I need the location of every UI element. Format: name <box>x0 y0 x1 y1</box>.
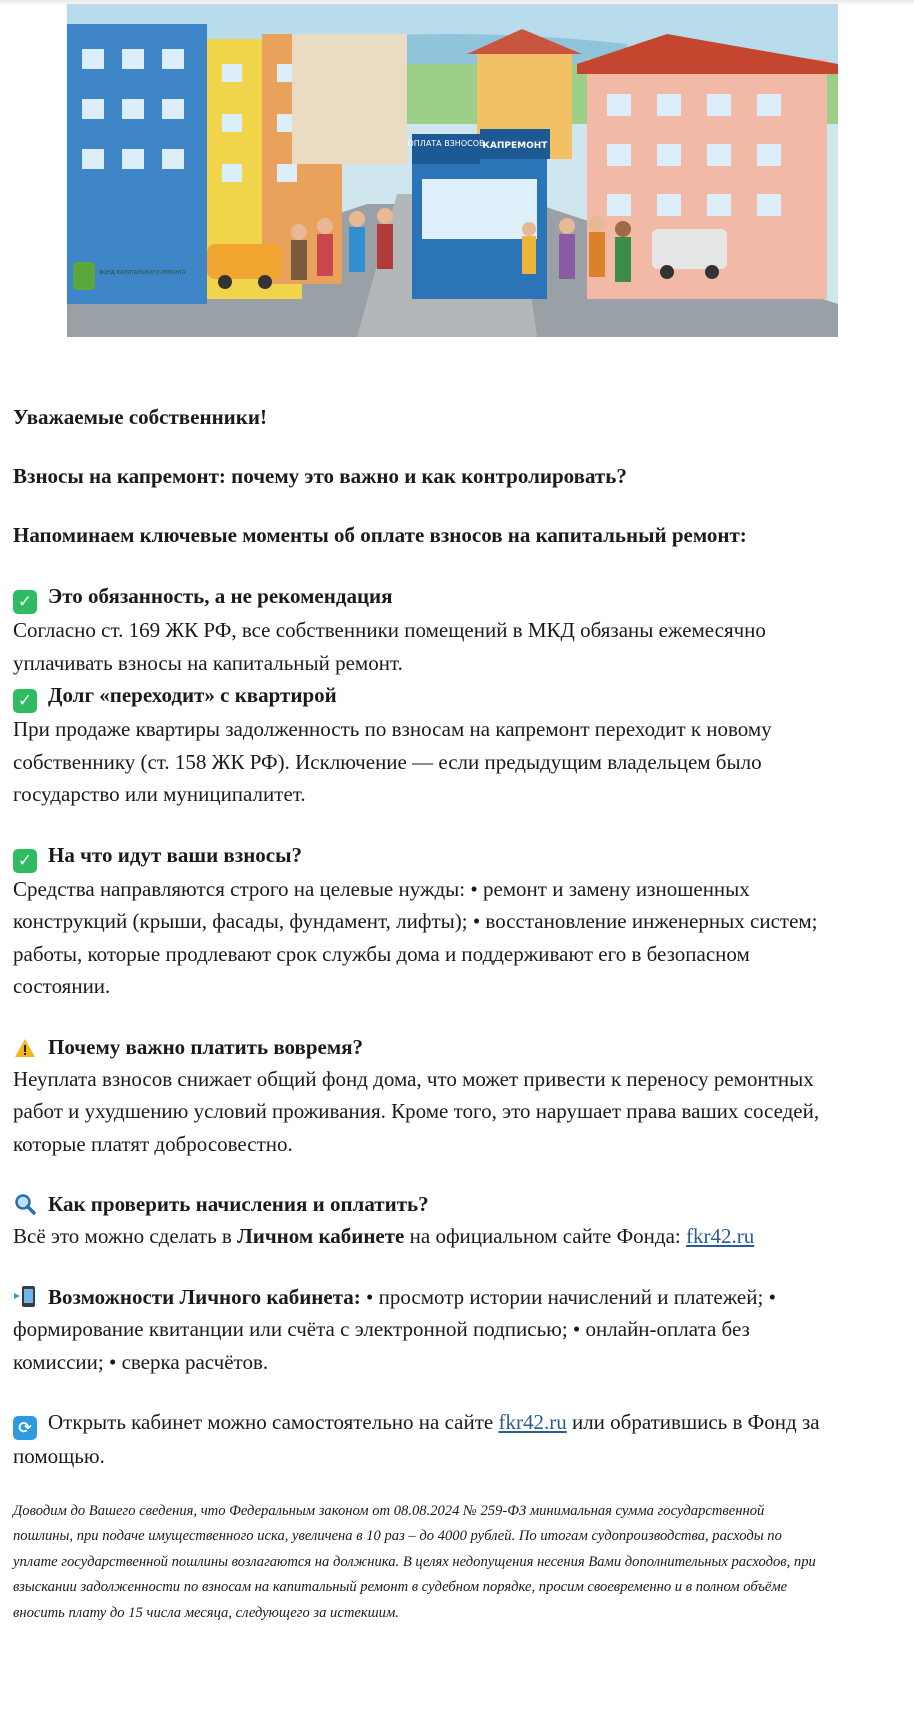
section-check-charges <box>13 1188 913 1253</box>
section-open-account: ⟳ Открыть кабинет можно самостоятельно на сайте fkr42.ru или обратившись в Фонд за помощью. <box>13 1406 913 1473</box>
personal-account-bold: Личном кабинете <box>237 1224 405 1248</box>
mobile-phone-icon <box>13 1284 37 1308</box>
footnote-line: Доводим до Вашего сведения, что Федеральным законом от 08.08.2024 № 259-ФЗ минимальная сумма государственной <box>13 1502 765 1519</box>
section-line: помощью. <box>13 1444 105 1468</box>
section-line: работы, которые продлевают срок службы дома и поддерживают его в безопасном <box>13 941 750 966</box>
check-mark-icon: ✓ <box>13 689 37 713</box>
section-heading: Это обязанность, а не рекомендация <box>48 584 393 608</box>
refresh-arrows-icon: ⟳ <box>13 1416 37 1440</box>
booth-sign-left: ОПЛАТА ВЗНОСОВ <box>407 139 485 148</box>
footnote-line: уплате государственной пошлины возлагаются на должника. В целях недопущения несения Вами дополнительных расходов, при <box>13 1553 816 1570</box>
section-line: комиссии; • сверка расчётов. <box>13 1349 269 1374</box>
section-heading: Как проверить начисления и оплатить? <box>48 1192 429 1216</box>
footnote <box>13 1499 913 1627</box>
section-line: уплачивать взносы на капитальный ремонт. <box>13 650 403 675</box>
fkr42-link[interactable]: fkr42.ru <box>686 1224 755 1248</box>
section-heading: Почему важно платить вовремя? <box>48 1034 364 1059</box>
section-heading: Возможности Личного кабинета: <box>48 1284 361 1309</box>
section-heading: Долг «переходит» с квартирой <box>48 683 337 707</box>
header-illustration <box>67 4 838 337</box>
section-purpose <box>13 839 913 1003</box>
section-line: конструкций (крыши, фасады, фундамент, лифты); • восстановление инженерных систем; <box>13 909 818 933</box>
section-line: При продаже квартиры задолженность по взносам на капремонт переходит к новому <box>13 717 772 741</box>
section-line: Средства направляются строго на целевые нужды: • ремонт и замену изношенных <box>13 876 750 901</box>
intro-text: Напоминаем ключевые моменты об оплате взносов на капитальный ремонт: <box>13 523 747 547</box>
section-line: Неуплата взносов снижает общий фонд дома, что может привести к переносу ремонтных <box>13 1066 814 1091</box>
section-line: государство или муниципалитет. <box>13 782 306 806</box>
warning-icon <box>13 1038 37 1062</box>
greeting: Уважаемые собственники! <box>13 405 267 429</box>
section-line: которые платят добросовестно. <box>13 1131 293 1156</box>
booth-sign-right: КАПРЕМОНТ <box>482 141 548 151</box>
section-account-features: Возможности Личного кабинета: • просмотр истории начислений и платежей; • формирование квитанции или счёта с электронной подписью; • онлайн-оплата без комиссии; • сверка расчётов. <box>13 1281 913 1379</box>
section-heading: На что идут ваши взносы? <box>48 842 303 867</box>
check-mark-icon: ✓ <box>13 849 37 873</box>
section-line: работ и ухудшению условий проживания. Кроме того, это нарушает права ваших соседей, <box>13 1099 820 1123</box>
notice-title: Взносы на капремонт: почему это важно и как контролировать? <box>13 464 627 488</box>
section-line: состоянии. <box>13 974 111 998</box>
section-line: Всё это можно сделать в Личном кабинете на официальном сайте Фонда: fkr42.ru <box>13 1224 755 1248</box>
section-line: формирование квитанции или счёта с электронной подписью; • онлайн-оплата без <box>13 1317 750 1341</box>
magnifier-icon <box>13 1193 37 1217</box>
notice-content <box>13 401 913 1626</box>
section-obligation <box>13 580 913 679</box>
section-line: Согласно ст. 169 ЖК РФ, все собственники помещений в МКД обязаны ежемесячно <box>13 618 766 642</box>
footnote-line: пошлины, при подаче имущественного иска, увеличена в 10 раз – до 4000 рублей. По итогам судопроизводства, расходы по <box>13 1528 782 1544</box>
check-mark-icon: ✓ <box>13 590 37 614</box>
section-debt <box>13 679 913 811</box>
footnote-line: взыскании задолженности по взносам на капитальный ремонт в судебном порядке, просим своевременно и в полном объёме <box>13 1579 788 1595</box>
logo-text: ФОНД КАПИТАЛЬНОГО РЕМОНТА <box>99 270 186 276</box>
section-line: собственнику (ст. 158 ЖК РФ). Исключение — если предыдущим владельцем было <box>13 749 762 774</box>
section-timely-payment <box>13 1031 913 1161</box>
footnote-line: вносить плату до 15 числа месяца, следующего за истекшим. <box>13 1604 399 1621</box>
fkr42-link[interactable]: fkr42.ru <box>498 1410 567 1434</box>
